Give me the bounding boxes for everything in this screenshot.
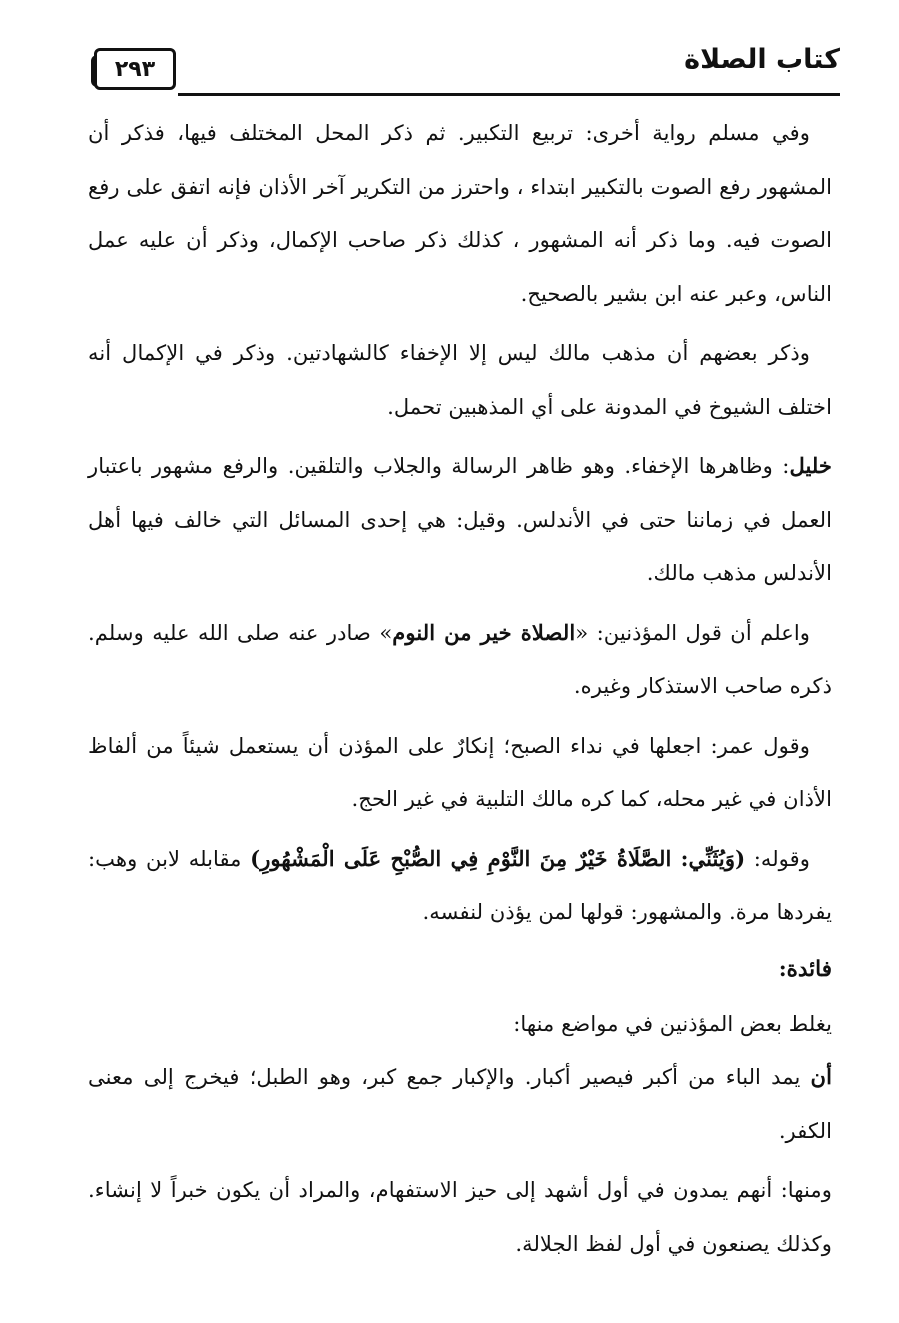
- paragraph-text: يمد الباء من أكبر فيصير أكبار. والإكبار جمع كبر، وهو الطبل؛ فيخرج إلى معنى الكفر.: [88, 1064, 832, 1143]
- paragraph-text: وفي مسلم رواية أخرى: تربيع التكبير. ثم ذكر المحل المختلف فيها، فذكر أن المشهور رفع الصوت بالتكبير ابتداء ، واحترز من التكرير آخر الأذان فإنه اتفق على رفع الصوت فيه. وما ذكر أنه المشهور ، كذلك ذكر صاحب الإكمال، وذكر أن عليه عمل الناس، وعبر عنه ابن بشير بالصحيح.: [88, 120, 832, 306]
- paragraph-text: : وظاهرها الإخفاء. وهو ظاهر الرسالة والجلاب والتلقين. والرفع مشهور باعتبار العمل في زماننا حتى في الأندلس. وقيل: هي إحدى المسائل التي خالف فيها أهل الأندلس مذهب مالك.: [88, 453, 832, 585]
- fa2ida-intro: [88, 997, 832, 1051]
- paragraph: [88, 439, 832, 600]
- item-lead: أن: [810, 1064, 832, 1089]
- paragraph: [88, 606, 832, 713]
- page-body: [88, 106, 832, 1270]
- matn-quote: (وَيُثَنِّي: الصَّلَاةُ خَيْرٌ مِنَ النَّوْمِ فِي الصُّبْحِ عَلَى الْمَشْهُورِ): [250, 845, 746, 871]
- page-header: [88, 38, 840, 96]
- paragraph-text: مقابله لابن وهب: يفردها مرة. والمشهور: قولها لمن يؤذن لنفسه.: [88, 845, 832, 924]
- paragraph-text: وقوله:: [745, 845, 810, 871]
- paragraph: [88, 106, 832, 320]
- quoted-phrase: الصلاة خير من النوم: [392, 619, 576, 645]
- speaker-label: خليل: [789, 453, 832, 478]
- paragraph-text: ومنها: أنهم يمدون في أول أشهد إلى حيز الاستفهام، والمراد أن يكون خبراً لا إنشاء. وكذلك يصنعون في أول لفظ الجلالة.: [88, 1177, 832, 1256]
- fa2ida-item: [88, 1050, 832, 1157]
- page-number: ٢٩٣: [94, 48, 176, 90]
- book-title: كتاب الصلاة: [684, 44, 840, 75]
- paragraph-text: وقول عمر: اجعلها في نداء الصبح؛ إنكارٌ على المؤذن أن يستعمل شيئاً من ألفاظ الأذان في غير محله، كما كره مالك التلبية في غير الحج.: [88, 732, 832, 811]
- fa2ida-item: [88, 1163, 832, 1270]
- header-rule: [178, 93, 840, 96]
- paragraph: [88, 326, 832, 433]
- paragraph-text: » صادر عنه صلى الله عليه وسلم. ذكره صاحب الاستذكار وغيره.: [88, 619, 832, 698]
- paragraph-text: واعلم أن قول المؤذنين: «: [575, 619, 810, 645]
- paragraph-text: يغلط بعض المؤذنين في مواضع منها:: [513, 1010, 832, 1036]
- paragraph: [88, 832, 832, 939]
- paragraph-text: وذكر بعضهم أن مذهب مالك ليس إلا الإخفاء كالشهادتين. وذكر في الإكمال أنه اختلف الشيوخ في المدونة على أي المذهبين تحمل.: [88, 340, 832, 419]
- paragraph: [88, 719, 832, 826]
- fa2ida-heading: فائدة:: [778, 956, 832, 982]
